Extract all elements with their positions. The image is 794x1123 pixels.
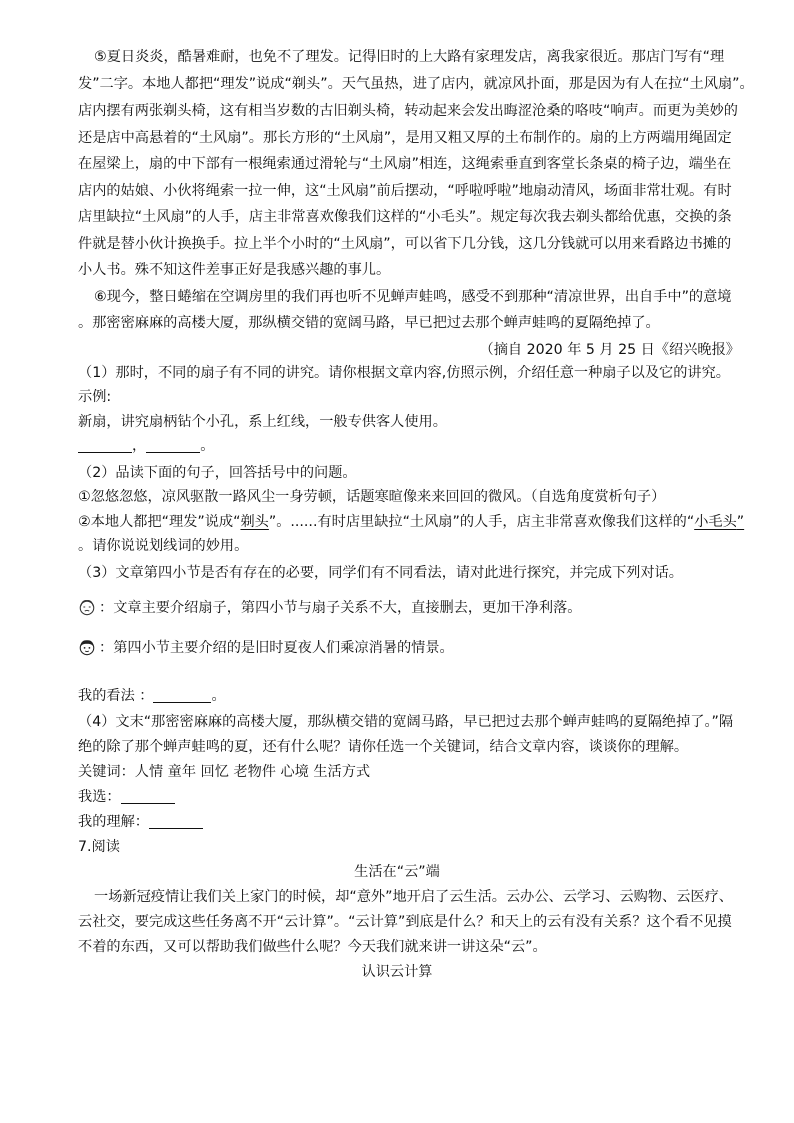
q4-prompt-line2: 绝的除了那个蝉声蛙鸣的夏，还有什么呢？请你任选一个关键词，结合文章内容，谈谈你的理解。 [78,739,689,755]
para5-line3: 店内摆有两张剃头椅，这有相当岁数的古旧剃头椅，转动起来会发出晦涩沧桑的咯吱“响声。而更为美妙的 [78,103,738,119]
section7-label: 7.阅读 [78,839,120,855]
para5-line9: 小人书。殊不知这件差事正好是我感兴趣的事儿。 [78,262,391,278]
underlined-word: 剃头 [240,514,269,530]
para5-line2: 发”二字。本地人都把“理发”说成“剃头”。天气虽热，进了店内，就凉风扑面，那是因为有人在拉“土风扇”。 [78,76,754,92]
para5-line5: 在屋梁上，扇的中下部有一根绳索通过滑轮与“土风扇”相连，这绳索垂直到客堂长条桌的椅子边，端坐在 [78,156,732,172]
student-face-icon [78,598,96,616]
underlined-word: 小毛头 [694,514,737,530]
para5-line8: 件就是替小伙计换换手。拉上半个小时的“土风扇”，可以省下几分钱，这几分钱就可以用来看路边书摊的 [78,236,732,252]
answer-blank[interactable] [121,789,175,804]
q2-sentence2-cont: 。请你说说划线词的妙用。 [78,538,249,554]
answer-blank[interactable] [149,814,203,829]
q4-choose: 我选： [78,787,175,807]
q4-understanding: 我的理解： [78,812,203,832]
para5-line4: 还是店中高悬着的“土风扇”。那长方形的“土风扇”，是用又粗又厚的土布制作的。扇的上方两端用绳固定 [78,130,732,146]
q4-keywords: 关键词：人情 童年 回忆 老物件 心境 生活方式 [78,764,371,780]
article-title: 生活在“云”端 [354,864,440,880]
q3-my-opinion: 我的看法 ： 。 [78,688,226,704]
answer-blank[interactable] [78,438,132,453]
q3-prompt: （3）文章第四小节是否有存在的必要，同学们有不同看法，请对此进行探究，并完成下列对话。 [78,565,683,581]
answer-blank[interactable] [146,438,200,453]
article-line2: 云社交，要完成这些任务离不开“云计算”。“云计算”到底是什么？和天上的云有没有关系？这个看不见摸 [78,914,732,930]
q1-example-text: 新扇，讲究扇柄钻个小孔，系上红线，一般专供客人使用。 [78,414,447,430]
q3-dialogue-1: ：文章主要介绍扇子，第四小节与扇子关系不大，直接删去，更加干净利落。 [78,598,581,618]
q1-example-label: 示例: [78,389,112,405]
para5-line6: 店内的姑娘、小伙将绳索一拉一伸，这“土风扇”前后摆动，“呼啦呼啦”地扇动清风，场面非常壮观。有时 [78,183,732,199]
para5-line1: ⑤夏日炎炎，酷暑难耐，也免不了理发。记得旧时的上大路有家理发店，离我家很近。那店门写有“理 [94,49,725,65]
student-boy-icon [78,638,96,656]
source-citation: （摘自 2020 年 5 月 25 日《绍兴晚报》 [479,342,740,358]
q2-prompt: （2）品读下面的句子，回答括号中的问题。 [78,465,357,481]
article-subtitle: 认识云计算 [361,964,433,980]
answer-blank[interactable] [153,688,211,703]
para5-line7: 店里缺拉“土风扇”的人手，店主非常喜欢像我们这样的“小毛头”。规定每次我去剃头都给优惠，交换的条 [78,209,732,225]
article-line3: 不着的东西，又可以帮助我们做些什么呢？今天我们就来讲一讲这朵“云”。 [78,939,547,955]
q4-prompt-line1: （4）文末“那密密麻麻的高楼大厦，那纵横交错的宽阔马路，早已把过去那个蝉声蛙鸣的夏隔绝掉了。”隔 [78,714,734,730]
para6-line1: ⑥现今，整日蜷缩在空调房里的我们再也听不见蝉声蛙鸣，感受不到那种“清凉世界，出自手中”的意境 [94,289,732,305]
article-line1: 一场新冠疫情让我们关上家门的时候，却“意外”地开启了云生活。云办公、云学习、云购物、云医疗、 [94,889,733,905]
q3-dialogue-2: ：第四小节主要介绍的是旧时夏夜人们乘凉消暑的情景。 [78,638,454,658]
q2-sentence2: ②本地人都把“理发”说成“剃头”。......有时店里缺拉“土风扇”的人手，店主非常喜欢像我们这样的“小毛头” [78,514,745,530]
para6-line2: 。那密密麻麻的高楼大厦，那纵横交错的宽阔马路，早已把过去那个蝉声蛙鸣的夏隔绝掉了。 [78,315,660,331]
q1-prompt: （1）那时，不同的扇子有不同的讲究。请你根据文章内容,仿照示例，介绍任意一种扇子以及它的讲究。 [78,365,730,381]
q2-sentence1: ①忽悠忽悠，凉风驱散一路风尘一身劳顿，话题寒暄像来来回回的微风。（自选角度赏析句子） [78,489,666,505]
q1-answer-line: ， 。 [78,436,214,456]
